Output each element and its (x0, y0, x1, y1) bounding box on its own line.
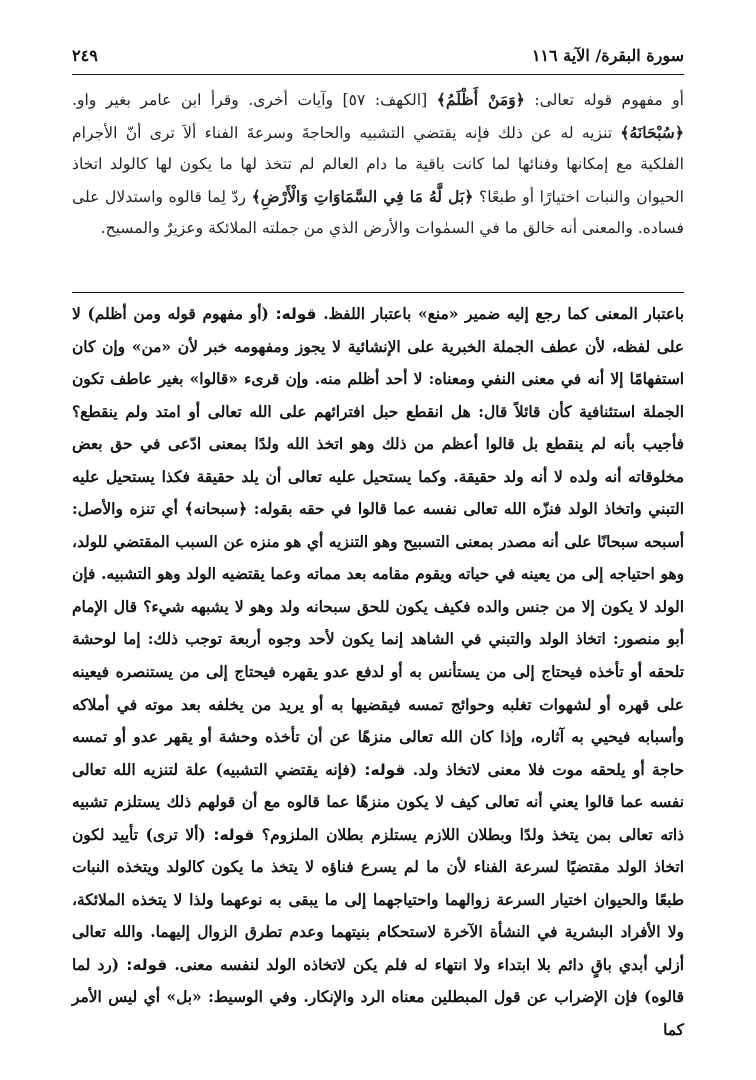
commentary-segment: (رد لما قالوه) فإن الإضراب عن قول المبطلين معناه الرد والإنكار. وفي الوسيط: «بل» أي ليس الأمر كما (72, 955, 684, 1040)
header-divider (72, 74, 684, 75)
commentary-segment: باعتبار المعنى كما رجع إليه ضمير «منع» باعتبار اللفظ. (316, 305, 684, 323)
matn-text-2: [الكهف: ٥٧] وآيات أخرى. وقرأ ابن عامر بغير واو. (72, 91, 437, 109)
quran-quote-2: ﴿سُبْحَانَهُ﴾ (620, 122, 684, 142)
matn-text-3: تنزيه له عن ذلك فإنه يقتضي التشبيه والحاجةَ وسرعةَ الفناء ألاَ ترى أنّ الأجرام الفلكية مع إمكانها وفنائها لما كانت باقية ما دام العالم لم تتخذ لها ما يكون لها كالولد اتخاذ الحيوان والنبات اختيارًا أو طبعًا؟ (72, 123, 684, 206)
main-text (72, 84, 684, 245)
page-header (72, 46, 684, 72)
commentary-text (72, 298, 684, 1047)
surah-title: سورة البقرة/ الآية ١١٦ (531, 46, 684, 65)
commentary-keyword: قوله: (268, 305, 317, 323)
commentary-segment: (ألا ترى) تأييد لكون اتخاذ الولد مقتضيًا لسرعة الفناء لأن ما لم يسرع فناؤه لا يتخذ ما يكون كالولد ويتخذه النبات طبعًا والحيوان اختيار السرعة زوالهما واحتياجهما إلى ما يبقى به نوعهما ولذا لا يتخذه الملائكة، ولا الأفراد البشرية في النشأة الآخرة لاستحكام بنيتهما وعدم تطرق الزوال إليهما. والله تعالى أزلي أبدي باقٍ دائم بلا ابتداء ولا انتهاء له فلم يكن لاتخاذه الولد لنفسه معنى. (72, 825, 685, 974)
quran-quote-3: ﴿بَل لَّهُ مَا فِي السَّمَاوَاتِ وَالْأَرْضِ﴾ (251, 186, 474, 206)
matn-text-4: ردّ لِما قالوه واستدلال على فساده. والمعنى أنه خالق ما في السمٰوات والأرض الذي من جملته الملائكة وعزيرٌ والمسيح. (72, 187, 684, 237)
section-divider (72, 292, 684, 293)
commentary-segment: (فإنه يقتضي التشبيه) علة لتنزيه الله تعالى نفسه عما قالوا يعني أنه تعالى كيف لا يكون منزهًا عما قالوه مع أن قولهم ذلك يستلزم تشبيه ذاته تعالى بمن يتخذ ولدًا وبطلان اللازم يستلزم بطلان الملزوم؟ (72, 760, 684, 844)
page-number: ٢٤٩ (72, 46, 98, 65)
matn-text-1: أو مفهوم قوله تعالى: (524, 91, 684, 109)
quran-quote-1: ﴿وَمَنْ أَظْلَمُ﴾ (436, 90, 525, 109)
commentary-keyword: قوله: (205, 825, 255, 844)
commentary-keyword: قوله: (357, 760, 406, 779)
commentary-segment: (أو مفهوم قوله ومن أظلم) لا على لفظه، لأن عطف الجملة الخبرية على الإنشائية لا يجوز ومفهومه خبر لأن «من» وإن كان استفهامًا إلا أنه في معنى النفي ومعناه: لا أحد أظلم منه. وإن قرىء «قالوا» بغير عاطف تكون الجملة استئنافية كأن قائلاً قال: هل انقطع حبل افترائهم على الله تعالى أو امتد ولم ينقطع؟ فأجيب بأنه لم ينقطع بل قالوا أعظم من ذلك وهو اتخذ الله ولدًا بمعنى ادّعى في حق بعض مخلوقاته أنه ولده لا أنه ولد حقيقة. وكما يستحيل عليه تعالى أن يلد حقيقة فكذا يستحيل عليه التبني واتخاذ الولد فنزّه الله تعالى نفسه عما قالوا في حقه بقوله: ﴿سبحانه﴾ أي تنزه والأصل: أسبحه سبحانًا على أنه مصدر بمعنى التسبيح وهو التنزيه أي هو منزه عن السبب المقتضي للولد، وهو احتياجه إلى من يعينه في حياته ويقوم مقامه بعد مماته وعما يقتضيه الولد وهو التشبيه. فإن الولد لا يكون إلا من جنس والده فكيف يكون للحق سبحانه ولد وهو لا يشبهه شيء؟ قال الإمام أبو منصور: اتخاذ الولد والتبني في الشاهد إنما يكون لأحد وجوه أربعة توجب ذلك: إما لوحشة تلحقه أو تأخذه فيحتاج إلى من يستأنس به أو لدفع عدو يقهره فيحتاج إلى من يستنصره فيعينه على قهره أو لشهوات تغلبه وحوائج تمسه فيقضيها به أو يريد من يخلفه بعد موته في أملاكه وأسبابه فيحيي به آثاره، وإذا كان الله تعالى منزهًا عن أن تأخذه وحشة أو يقهر عدو أو تمسه حاجة أو يلحقه موت فلا معنى لاتخاذ ولد. (72, 305, 685, 779)
commentary-keyword: قوله: (119, 955, 168, 974)
